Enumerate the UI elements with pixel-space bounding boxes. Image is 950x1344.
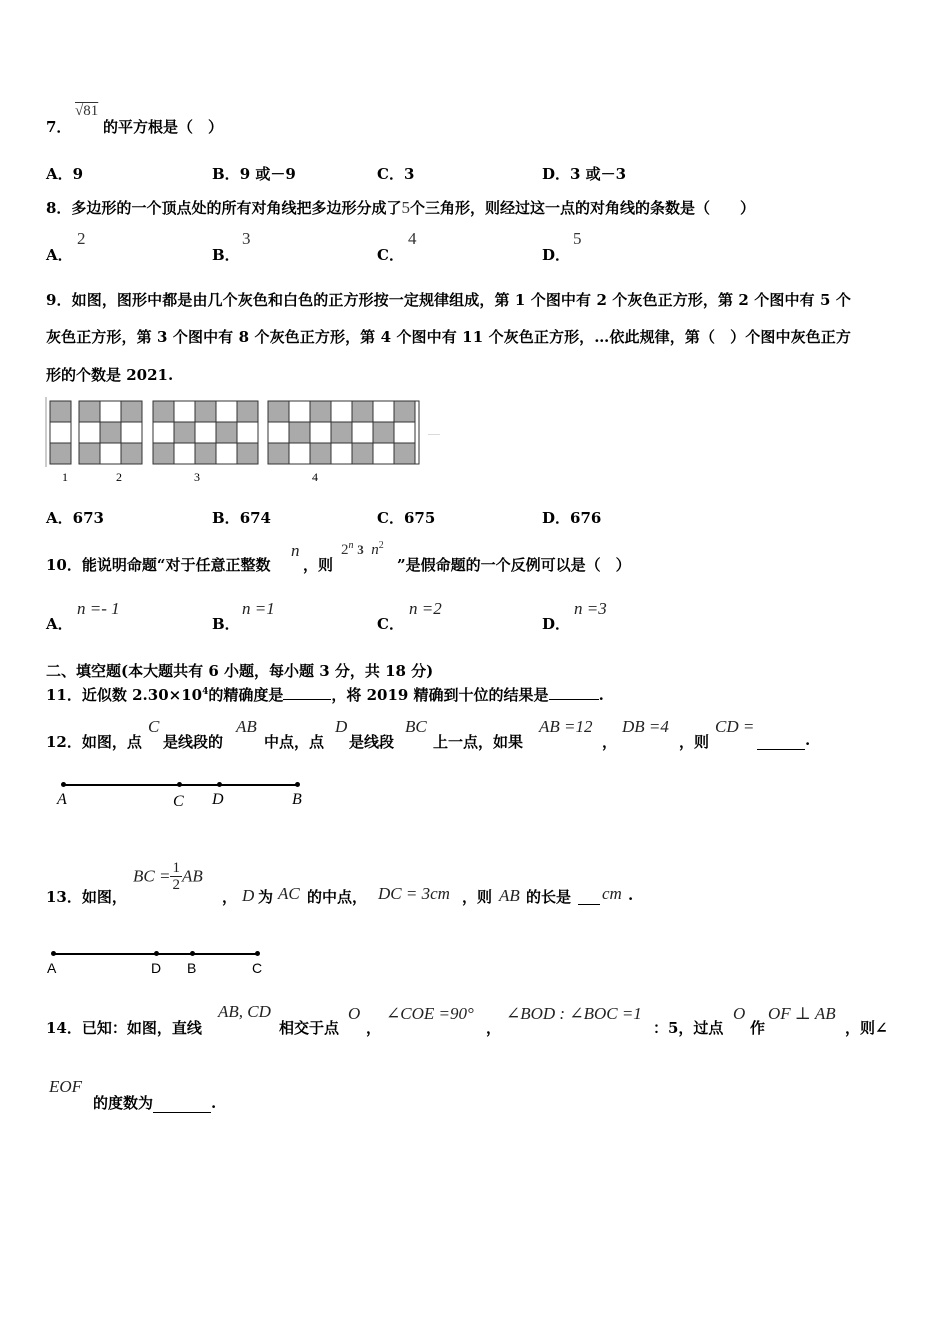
q10-option-a-value: n =- 1: [77, 599, 120, 618]
q13-label-b: B: [187, 960, 197, 976]
q9-option-d: D．676: [542, 509, 602, 527]
q14-comma-2: ，: [486, 1019, 502, 1037]
q13-math-ac: AC: [278, 884, 300, 903]
q12-comma: ，: [602, 733, 618, 751]
q11-stem: 11．近似数 $2.30\times 10^4$的精确度是 ，将 2019 精确到十位的结果是 .: [46, 686, 604, 704]
q9-option-c: C．675: [377, 509, 436, 527]
q12-point-a: [61, 782, 66, 787]
q12-text-e: 上一点，如果: [433, 733, 524, 751]
q14-math-ratio: ∠BOD : ∠BOC =1: [506, 1004, 642, 1023]
pattern-label-3: 3: [194, 470, 200, 484]
q13-comma: ，: [222, 888, 238, 906]
q10-option-d-value: n =3: [574, 599, 607, 618]
q7-number: 7．: [46, 118, 72, 136]
q9-option-b: B．674: [212, 509, 271, 527]
q10-option-c-label: C．: [377, 615, 404, 633]
q8-option-b-label: B．: [212, 246, 240, 264]
q12-math-d: D: [335, 717, 348, 736]
pattern-label-2: 2: [116, 470, 122, 484]
q12-text-c: 中点，点: [264, 733, 325, 751]
q9-pattern-figure: [44, 395, 444, 485]
q10-math-power: 2$^n$ 3 $n^2$: [341, 540, 384, 558]
pattern-label-1: 1: [62, 470, 68, 484]
q12-math-bc: BC: [405, 717, 427, 736]
q13-text-c: 的中点，: [307, 888, 368, 906]
pattern-2: [79, 401, 142, 464]
q8-option-a-label: A．: [46, 246, 73, 264]
q7-option-c: C．3: [377, 165, 415, 183]
q12-text-d: 是线段: [349, 733, 395, 751]
q13-text-b: 为: [258, 888, 274, 906]
q14-math-o: O: [348, 1004, 361, 1023]
q12-text-b: 是线段的: [163, 733, 224, 751]
q13-text-f: .: [628, 886, 634, 904]
q13-math-dc: DC = 3cm: [378, 884, 450, 903]
q13-math-d: D: [242, 886, 255, 905]
q14-text-a: 14．已知：如图，直线: [46, 1019, 202, 1037]
q10-math-n: n: [291, 541, 300, 560]
q7-option-b: B．9 或－9: [212, 165, 296, 183]
q12-point-d: [217, 782, 222, 787]
q13-math-cm: cm: [602, 884, 622, 903]
q8-option-d-value: 5: [573, 229, 582, 248]
q10-option-b-label: B．: [212, 615, 240, 633]
q14-math-eof: EOF: [49, 1077, 83, 1096]
q10-text-c: ”是假命题的一个反例可以是（ ）: [397, 556, 631, 574]
q13-label-d: D: [151, 960, 162, 976]
q14-text-b: 相交于点: [279, 1019, 340, 1037]
q14-text-c: ：5，过点: [653, 1019, 724, 1037]
q12-label-a: A: [57, 791, 67, 808]
q9-line-3: 形的个数是 2021.: [46, 366, 174, 384]
q8-option-c-value: 4: [408, 229, 417, 248]
q13-point-b: [190, 951, 195, 956]
pattern-4: [268, 401, 415, 464]
q12-math-c: C: [148, 717, 160, 736]
q12-text-a: 12．如图，点: [46, 733, 142, 751]
pattern-3: [153, 401, 258, 464]
q13-math-ab: AB: [499, 886, 520, 905]
q13-answer-blank: [578, 886, 600, 905]
q8-stem: 8．多边形的一个顶点处的所有对角线把多边形分成了5个三角形，则经过这一点的对角线的条数是（ ）: [46, 198, 755, 217]
q10-option-b-value: n =1: [242, 599, 275, 618]
q12-label-b: B: [292, 791, 302, 808]
q10-option-c-value: n =2: [409, 599, 442, 618]
q13-point-d: [154, 951, 159, 956]
q14-comma: ，: [366, 1019, 382, 1037]
q12-answer-blank: .: [757, 731, 810, 750]
q12-point-b: [295, 782, 300, 787]
pattern-label-4: 4: [312, 470, 318, 484]
q10-option-d-label: D．: [542, 615, 571, 633]
q14-text-f: 的度数为 .: [93, 1094, 217, 1112]
pattern-ellipsis: ……: [428, 430, 440, 437]
q12-segment-figure: [55, 775, 315, 815]
q7-math: √81: [75, 103, 99, 119]
q12-math-ab-eq: AB =12: [539, 717, 593, 736]
section-2-heading: 二、填空题(本大题共有 6 小题，每小题 3 分，共 18 分): [46, 662, 434, 680]
q13-label-c: C: [252, 960, 263, 976]
q14-math-ab-cd: AB, CD: [218, 1002, 271, 1021]
q7-option-a: A．9: [46, 165, 84, 183]
q8-option-c-label: C．: [377, 246, 404, 264]
q13-text-d: ，则: [462, 888, 493, 906]
q9-line-1: 9．如图，图形中都是由几个灰色和白色的正方形按一定规律组成，第 1 个图中有 2 个灰色正方形，第 2 个图中有 5 个: [46, 291, 851, 309]
q8-option-a-value: 2: [77, 229, 86, 248]
q7-text: 的平方根是（ ）: [103, 118, 224, 136]
q13-point-c: [255, 951, 260, 956]
q14-text-e: ，则∠: [845, 1019, 888, 1037]
q12-label-d: D: [212, 791, 224, 808]
q10-option-a-label: A．: [46, 615, 73, 633]
q8-option-d-label: D．: [542, 246, 571, 264]
q13-text-a: 13．如图，: [46, 888, 127, 906]
q8-option-b-value: 3: [242, 229, 251, 248]
q14-text-d: 作: [750, 1019, 766, 1037]
q9-pattern-svg: [44, 395, 444, 485]
q13-math-bc-frac: BC = $\frac{1}{2}$ AB: [133, 860, 203, 893]
q10-text-a: 10．能说明命题“对于任意正整数: [46, 556, 271, 574]
q12-text-f: ，则: [679, 733, 710, 751]
q12-math-cd: CD =: [715, 717, 755, 736]
q9-option-a: A．673: [46, 509, 104, 527]
q13-text-e: 的长是: [526, 888, 572, 906]
q14-math-o-2: O: [733, 1004, 746, 1023]
q12-point-c: [177, 782, 182, 787]
q12-math-ab: AB: [236, 717, 257, 736]
q7-option-d: D．3 或－3: [542, 165, 627, 183]
q13-point-a: [51, 951, 56, 956]
q14-math-of-ab: OF ⊥ AB: [768, 1004, 836, 1023]
q12-label-c: C: [173, 793, 184, 810]
q12-math-db-eq: DB =4: [622, 717, 669, 736]
q10-text-b: ，则: [303, 556, 334, 574]
q13-label-a: A: [47, 960, 57, 976]
q13-segment-figure: [45, 948, 275, 980]
q9-line-2: 灰色正方形，第 3 个图中有 8 个灰色正方形，第 4 个图中有 11 个灰色正方形，…依此规律，第（ ）个图中灰色正方: [46, 328, 851, 346]
pattern-1: [50, 401, 71, 464]
q14-math-coe: ∠COE =90°: [386, 1004, 474, 1023]
